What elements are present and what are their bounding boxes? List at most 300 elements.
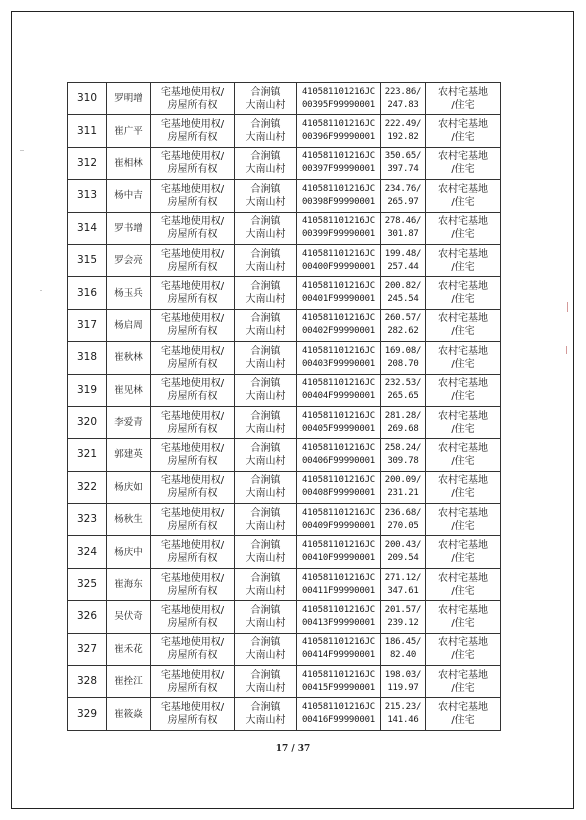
cell-right-type-line: 宅基地使用权/ xyxy=(160,540,225,552)
cell-unit-code xyxy=(297,666,381,698)
cell-right-type-line: 房屋所有权 xyxy=(167,294,218,306)
cell-number: 318 xyxy=(68,342,107,374)
cell-number: 328 xyxy=(68,666,107,698)
cell-right-type-line: 宅基地使用权/ xyxy=(160,86,225,98)
cell-unit-code-line: 00409F99990001 xyxy=(301,520,376,531)
cell-right-type-line: 房屋所有权 xyxy=(167,196,218,208)
cell-unit-code-line: 00399F99990001 xyxy=(301,229,376,240)
cell-right-type-line: 宅基地使用权/ xyxy=(160,604,225,616)
cell-area xyxy=(381,666,426,698)
cell-right-type xyxy=(151,536,235,568)
cell-location xyxy=(235,406,297,438)
cell-land-use xyxy=(426,374,501,406)
cell-right-type-line: 宅基地使用权/ xyxy=(160,507,225,519)
cell-location xyxy=(235,244,297,276)
cell-location-line: 大南山村 xyxy=(245,391,286,403)
cell-right-type xyxy=(151,504,235,536)
cell-land-use-line: /住宅 xyxy=(451,650,475,662)
cell-right-type-line: 房屋所有权 xyxy=(167,326,218,338)
cell-number: 310 xyxy=(68,83,107,115)
table-row xyxy=(68,180,501,212)
table-row xyxy=(68,471,501,503)
cell-land-use xyxy=(426,633,501,665)
cell-right-type-line: 房屋所有权 xyxy=(167,488,218,500)
cell-area-line: 119.97 xyxy=(387,682,419,693)
cell-owner-name: 崔海东 xyxy=(107,568,151,600)
cell-number: 319 xyxy=(68,374,107,406)
cell-land-use-line: /住宅 xyxy=(451,520,475,532)
cell-right-type xyxy=(151,147,235,179)
cell-owner-name: 崔相林 xyxy=(107,147,151,179)
cell-area xyxy=(381,342,426,374)
cell-location-line: 合涧镇 xyxy=(250,410,281,422)
scan-mark xyxy=(40,290,42,291)
cell-location-line: 大南山村 xyxy=(245,196,286,208)
cell-location-line: 大南山村 xyxy=(245,261,286,273)
cell-land-use xyxy=(426,309,501,341)
cell-location-line: 合涧镇 xyxy=(250,637,281,649)
cell-unit-code xyxy=(297,568,381,600)
cell-number: 313 xyxy=(68,180,107,212)
cell-unit-code-line: 410581101216JC xyxy=(301,281,376,292)
cell-land-use xyxy=(426,666,501,698)
table-row xyxy=(68,568,501,600)
cell-location xyxy=(235,666,297,698)
cell-area-line: 198.03/ xyxy=(384,669,422,680)
cell-right-type-line: 宅基地使用权/ xyxy=(160,475,225,487)
cell-land-use-line: /住宅 xyxy=(451,164,475,176)
cell-unit-code-line: 410581101216JC xyxy=(301,572,376,583)
cell-unit-code xyxy=(297,601,381,633)
cell-land-use xyxy=(426,601,501,633)
cell-area-line: 200.43/ xyxy=(384,540,422,551)
cell-unit-code-line: 410581101216JC xyxy=(301,669,376,680)
table-row xyxy=(68,147,501,179)
cell-unit-code xyxy=(297,180,381,212)
cell-location-line: 合涧镇 xyxy=(250,475,281,487)
cell-right-type-line: 房屋所有权 xyxy=(167,520,218,532)
cell-right-type-line: 房屋所有权 xyxy=(167,682,218,694)
cell-unit-code xyxy=(297,244,381,276)
cell-unit-code-line: 410581101216JC xyxy=(301,442,376,453)
cell-owner-name: 罗明增 xyxy=(107,83,151,115)
cell-number: 312 xyxy=(68,147,107,179)
cell-location-line: 合涧镇 xyxy=(250,702,281,714)
cell-right-type-line: 宅基地使用权/ xyxy=(160,281,225,293)
cell-unit-code-line: 410581101216JC xyxy=(301,119,376,130)
cell-number: 323 xyxy=(68,504,107,536)
cell-unit-code-line: 00408F99990001 xyxy=(301,488,376,499)
cell-unit-code-line: 00414F99990001 xyxy=(301,650,376,661)
cell-unit-code-line: 00416F99990001 xyxy=(301,715,376,726)
cell-unit-code xyxy=(297,471,381,503)
cell-area xyxy=(381,471,426,503)
cell-unit-code-line: 410581101216JC xyxy=(301,604,376,615)
cell-area-line: 208.70 xyxy=(387,358,419,369)
cell-location xyxy=(235,439,297,471)
cell-land-use xyxy=(426,439,501,471)
cell-land-use-line: 农村宅基地 xyxy=(438,669,488,681)
cell-location xyxy=(235,504,297,536)
cell-land-use xyxy=(426,536,501,568)
cell-owner-name: 杨庆如 xyxy=(107,471,151,503)
cell-area-line: 234.76/ xyxy=(384,183,422,194)
cell-location-line: 合涧镇 xyxy=(250,669,281,681)
cell-location-line: 合涧镇 xyxy=(250,345,281,357)
cell-land-use-line: /住宅 xyxy=(451,423,475,435)
table-row xyxy=(68,504,501,536)
cell-location-line: 合涧镇 xyxy=(250,183,281,195)
cell-right-type-line: 宅基地使用权/ xyxy=(160,313,225,325)
table-row xyxy=(68,115,501,147)
cell-land-use-line: 农村宅基地 xyxy=(438,702,488,714)
cell-number: 326 xyxy=(68,601,107,633)
cell-unit-code-line: 00406F99990001 xyxy=(301,455,376,466)
cell-land-use xyxy=(426,83,501,115)
cell-unit-code xyxy=(297,536,381,568)
cell-owner-name: 罗会亮 xyxy=(107,244,151,276)
cell-area-line: 192.82 xyxy=(387,132,419,143)
cell-location-line: 合涧镇 xyxy=(250,442,281,454)
cell-number: 322 xyxy=(68,471,107,503)
cell-right-type-line: 房屋所有权 xyxy=(167,358,218,370)
cell-right-type-line: 房屋所有权 xyxy=(167,132,218,144)
cell-owner-name: 崔筱焱 xyxy=(107,698,151,730)
table-row xyxy=(68,244,501,276)
cell-right-type xyxy=(151,471,235,503)
cell-number: 311 xyxy=(68,115,107,147)
cell-area-line: 350.65/ xyxy=(384,151,422,162)
cell-land-use-line: /住宅 xyxy=(451,326,475,338)
table-row xyxy=(68,439,501,471)
cell-location xyxy=(235,601,297,633)
cell-location-line: 合涧镇 xyxy=(250,119,281,131)
cell-land-use xyxy=(426,212,501,244)
cell-number: 329 xyxy=(68,698,107,730)
cell-land-use-line: 农村宅基地 xyxy=(438,572,488,584)
cell-area-line: 236.68/ xyxy=(384,507,422,518)
cell-number: 316 xyxy=(68,277,107,309)
cell-location xyxy=(235,83,297,115)
cell-land-use-line: /住宅 xyxy=(451,196,475,208)
cell-unit-code xyxy=(297,439,381,471)
cell-right-type-line: 宅基地使用权/ xyxy=(160,669,225,681)
cell-unit-code-line: 410581101216JC xyxy=(301,151,376,162)
cell-land-use xyxy=(426,471,501,503)
cell-owner-name: 杨玉兵 xyxy=(107,277,151,309)
cell-right-type xyxy=(151,666,235,698)
cell-area-line: 265.97 xyxy=(387,196,419,207)
cell-location-line: 大南山村 xyxy=(245,553,286,565)
cell-location-line: 合涧镇 xyxy=(250,281,281,293)
table-row xyxy=(68,536,501,568)
cell-location-line: 大南山村 xyxy=(245,99,286,111)
cell-area-line: 141.46 xyxy=(387,715,419,726)
cell-location-line: 大南山村 xyxy=(245,650,286,662)
cell-right-type xyxy=(151,83,235,115)
cell-owner-name: 杨秋生 xyxy=(107,504,151,536)
cell-unit-code-line: 00396F99990001 xyxy=(301,132,376,143)
cell-location xyxy=(235,633,297,665)
cell-right-type xyxy=(151,633,235,665)
cell-unit-code xyxy=(297,277,381,309)
cell-unit-code xyxy=(297,83,381,115)
cell-owner-name: 杨启周 xyxy=(107,309,151,341)
cell-unit-code xyxy=(297,504,381,536)
cell-location-line: 大南山村 xyxy=(245,132,286,144)
cell-location-line: 合涧镇 xyxy=(250,540,281,552)
cell-unit-code-line: 00397F99990001 xyxy=(301,164,376,175)
cell-area xyxy=(381,536,426,568)
cell-unit-code-line: 410581101216JC xyxy=(301,540,376,551)
table-row xyxy=(68,698,501,730)
cell-land-use-line: 农村宅基地 xyxy=(438,183,488,195)
cell-owner-name: 李爱青 xyxy=(107,406,151,438)
cell-area-line: 265.65 xyxy=(387,391,419,402)
cell-right-type xyxy=(151,568,235,600)
cell-area-line: 260.57/ xyxy=(384,313,422,324)
cell-location-line: 大南山村 xyxy=(245,488,286,500)
cell-area-line: 282.62 xyxy=(387,326,419,337)
cell-area xyxy=(381,277,426,309)
cell-land-use xyxy=(426,568,501,600)
cell-land-use-line: 农村宅基地 xyxy=(438,345,488,357)
cell-unit-code-line: 410581101216JC xyxy=(301,637,376,648)
cell-area-line: 257.44 xyxy=(387,261,419,272)
cell-location xyxy=(235,212,297,244)
cell-area-line: 278.46/ xyxy=(384,216,422,227)
registration-table xyxy=(67,82,501,731)
cell-location-line: 合涧镇 xyxy=(250,378,281,390)
cell-land-use-line: /住宅 xyxy=(451,229,475,241)
cell-area-line: 281.28/ xyxy=(384,410,422,421)
cell-unit-code-line: 410581101216JC xyxy=(301,313,376,324)
cell-unit-code-line: 00403F99990001 xyxy=(301,358,376,369)
cell-right-type xyxy=(151,212,235,244)
cell-right-type xyxy=(151,277,235,309)
cell-right-type xyxy=(151,698,235,730)
cell-land-use-line: /住宅 xyxy=(451,617,475,629)
cell-right-type-line: 房屋所有权 xyxy=(167,715,218,727)
scan-mark xyxy=(20,150,24,151)
cell-land-use-line: 农村宅基地 xyxy=(438,313,488,325)
cell-unit-code-line: 410581101216JC xyxy=(301,86,376,97)
cell-right-type-line: 房屋所有权 xyxy=(167,261,218,273)
cell-area-line: 301.87 xyxy=(387,229,419,240)
cell-location xyxy=(235,309,297,341)
cell-right-type-line: 房屋所有权 xyxy=(167,391,218,403)
cell-location-line: 大南山村 xyxy=(245,164,286,176)
cell-land-use-line: 农村宅基地 xyxy=(438,410,488,422)
cell-land-use-line: /住宅 xyxy=(451,261,475,273)
cell-land-use-line: 农村宅基地 xyxy=(438,637,488,649)
cell-land-use xyxy=(426,147,501,179)
cell-right-type-line: 宅基地使用权/ xyxy=(160,702,225,714)
cell-area xyxy=(381,309,426,341)
page-number: 17 / 37 xyxy=(275,744,311,754)
cell-land-use xyxy=(426,180,501,212)
cell-land-use-line: /住宅 xyxy=(451,585,475,597)
cell-right-type-line: 宅基地使用权/ xyxy=(160,151,225,163)
table-row xyxy=(68,601,501,633)
cell-right-type xyxy=(151,115,235,147)
cell-unit-code xyxy=(297,698,381,730)
cell-number: 317 xyxy=(68,309,107,341)
cell-location-line: 合涧镇 xyxy=(250,313,281,325)
cell-location-line: 大南山村 xyxy=(245,585,286,597)
cell-location-line: 大南山村 xyxy=(245,423,286,435)
cell-unit-code-line: 410581101216JC xyxy=(301,378,376,389)
cell-unit-code xyxy=(297,212,381,244)
cell-unit-code xyxy=(297,374,381,406)
cell-unit-code xyxy=(297,309,381,341)
cell-land-use-line: 农村宅基地 xyxy=(438,151,488,163)
cell-number: 315 xyxy=(68,244,107,276)
cell-land-use-line: /住宅 xyxy=(451,294,475,306)
cell-location-line: 合涧镇 xyxy=(250,572,281,584)
cell-unit-code-line: 410581101216JC xyxy=(301,183,376,194)
cell-location xyxy=(235,568,297,600)
cell-land-use-line: 农村宅基地 xyxy=(438,119,488,131)
cell-area-line: 169.08/ xyxy=(384,345,422,356)
cell-location-line: 大南山村 xyxy=(245,617,286,629)
cell-area xyxy=(381,83,426,115)
cell-land-use-line: 农村宅基地 xyxy=(438,86,488,98)
cell-right-type-line: 房屋所有权 xyxy=(167,164,218,176)
cell-unit-code-line: 00402F99990001 xyxy=(301,326,376,337)
cell-area xyxy=(381,439,426,471)
cell-owner-name: 郭建英 xyxy=(107,439,151,471)
table-row xyxy=(68,83,501,115)
cell-land-use-line: 农村宅基地 xyxy=(438,378,488,390)
table-row xyxy=(68,342,501,374)
cell-area-line: 245.54 xyxy=(387,294,419,305)
cell-area xyxy=(381,406,426,438)
cell-right-type xyxy=(151,244,235,276)
cell-owner-name: 罗书增 xyxy=(107,212,151,244)
cell-location-line: 大南山村 xyxy=(245,326,286,338)
cell-area-line: 271.12/ xyxy=(384,572,422,583)
cell-unit-code-line: 00395F99990001 xyxy=(301,99,376,110)
cell-unit-code xyxy=(297,115,381,147)
cell-owner-name: 崔拴江 xyxy=(107,666,151,698)
cell-unit-code-line: 410581101216JC xyxy=(301,475,376,486)
cell-location-line: 大南山村 xyxy=(245,715,286,727)
table-row xyxy=(68,212,501,244)
table-row xyxy=(68,633,501,665)
cell-land-use-line: 农村宅基地 xyxy=(438,507,488,519)
cell-unit-code-line: 410581101216JC xyxy=(301,345,376,356)
cell-land-use xyxy=(426,504,501,536)
cell-right-type xyxy=(151,439,235,471)
cell-location-line: 合涧镇 xyxy=(250,248,281,260)
cell-land-use-line: /住宅 xyxy=(451,553,475,565)
cell-land-use xyxy=(426,406,501,438)
cell-owner-name: 崔见林 xyxy=(107,374,151,406)
cell-number: 327 xyxy=(68,633,107,665)
cell-owner-name: 崔秋林 xyxy=(107,342,151,374)
cell-location-line: 大南山村 xyxy=(245,455,286,467)
cell-location-line: 大南山村 xyxy=(245,229,286,241)
cell-location-line: 大南山村 xyxy=(245,358,286,370)
cell-number: 325 xyxy=(68,568,107,600)
cell-location-line: 合涧镇 xyxy=(250,216,281,228)
cell-right-type xyxy=(151,406,235,438)
cell-area-line: 347.61 xyxy=(387,585,419,596)
cell-right-type-line: 宅基地使用权/ xyxy=(160,119,225,131)
table-row xyxy=(68,309,501,341)
cell-location xyxy=(235,471,297,503)
cell-location-line: 合涧镇 xyxy=(250,86,281,98)
cell-unit-code-line: 410581101216JC xyxy=(301,248,376,259)
cell-unit-code-line: 410581101216JC xyxy=(301,410,376,421)
cell-owner-name: 杨庆中 xyxy=(107,536,151,568)
table-body xyxy=(68,83,501,731)
cell-right-type-line: 宅基地使用权/ xyxy=(160,572,225,584)
cell-unit-code-line: 00400F99990001 xyxy=(301,261,376,272)
cell-area-line: 223.86/ xyxy=(384,86,422,97)
cell-land-use xyxy=(426,698,501,730)
cell-unit-code-line: 00415F99990001 xyxy=(301,682,376,693)
cell-unit-code xyxy=(297,633,381,665)
cell-land-use xyxy=(426,277,501,309)
cell-area-line: 215.23/ xyxy=(384,702,422,713)
cell-location-line: 合涧镇 xyxy=(250,151,281,163)
cell-owner-name: 杨中吉 xyxy=(107,180,151,212)
cell-area xyxy=(381,244,426,276)
cell-land-use-line: /住宅 xyxy=(451,715,475,727)
cell-location xyxy=(235,374,297,406)
cell-right-type xyxy=(151,342,235,374)
cell-location-line: 合涧镇 xyxy=(250,604,281,616)
cell-land-use-line: /住宅 xyxy=(451,391,475,403)
cell-location xyxy=(235,147,297,179)
margin-mark xyxy=(567,302,568,312)
cell-owner-name: 吴伏奇 xyxy=(107,601,151,633)
cell-land-use-line: /住宅 xyxy=(451,488,475,500)
cell-area-line: 231.21 xyxy=(387,488,419,499)
cell-location-line: 合涧镇 xyxy=(250,507,281,519)
cell-location-line: 大南山村 xyxy=(245,682,286,694)
cell-area-line: 309.78 xyxy=(387,455,419,466)
cell-owner-name: 崔禾花 xyxy=(107,633,151,665)
cell-area xyxy=(381,633,426,665)
cell-unit-code xyxy=(297,406,381,438)
cell-land-use-line: 农村宅基地 xyxy=(438,604,488,616)
cell-right-type-line: 宅基地使用权/ xyxy=(160,248,225,260)
cell-right-type-line: 宅基地使用权/ xyxy=(160,410,225,422)
cell-land-use xyxy=(426,342,501,374)
cell-area-line: 200.09/ xyxy=(384,475,422,486)
cell-location-line: 大南山村 xyxy=(245,520,286,532)
cell-area-line: 222.49/ xyxy=(384,119,422,130)
cell-number: 314 xyxy=(68,212,107,244)
cell-unit-code-line: 410581101216JC xyxy=(301,702,376,713)
cell-area xyxy=(381,180,426,212)
cell-area-line: 200.82/ xyxy=(384,281,422,292)
cell-area xyxy=(381,212,426,244)
cell-right-type-line: 房屋所有权 xyxy=(167,455,218,467)
cell-number: 321 xyxy=(68,439,107,471)
cell-location xyxy=(235,698,297,730)
cell-right-type xyxy=(151,374,235,406)
cell-right-type xyxy=(151,180,235,212)
cell-right-type-line: 宅基地使用权/ xyxy=(160,442,225,454)
cell-unit-code-line: 410581101216JC xyxy=(301,507,376,518)
cell-right-type-line: 房屋所有权 xyxy=(167,553,218,565)
cell-location xyxy=(235,115,297,147)
cell-location xyxy=(235,277,297,309)
